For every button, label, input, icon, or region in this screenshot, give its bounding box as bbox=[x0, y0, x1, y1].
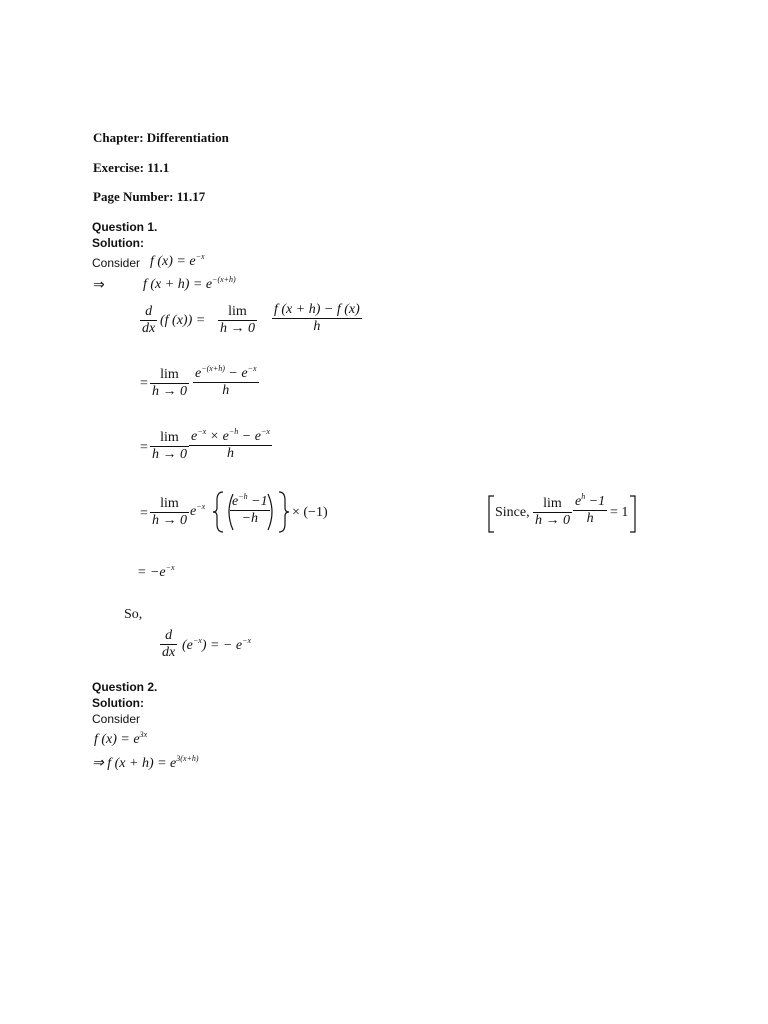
times-neg-one: × (−1) bbox=[292, 505, 328, 520]
equals-4: = bbox=[140, 506, 148, 521]
q2-fx-definition: f $(x) = e^{3x}$ bbox=[94, 730, 148, 747]
since-equals-one: = 1 bbox=[610, 505, 629, 520]
q2-fxh-definition: ⇒ f $(x + h) = e^{3(x+h)}$ bbox=[92, 754, 199, 771]
step3-fraction: $\frac{e^{-x} \times e^{-h} - e^{-x}}{h}$ bbox=[191, 427, 270, 461]
since-label: Since, bbox=[495, 505, 530, 520]
lim-h-to-0-1: $\frac{\lim}{h \to 0}$ bbox=[220, 304, 255, 336]
ddx-fx: (f (x)) = bbox=[160, 313, 206, 328]
right-square-bracket bbox=[628, 494, 638, 534]
since-fraction: $\frac{e^h -1}{h}$ bbox=[575, 492, 606, 526]
q2-consider: Consider bbox=[92, 712, 141, 726]
lim-h-to-0-2: $\frac{\lim}{h \to 0}$ bbox=[152, 367, 187, 399]
q1-consider: Consider bbox=[92, 256, 141, 270]
exercise-heading: Exercise: 11.1 bbox=[93, 160, 170, 175]
result-line: = $-e^{-x}$ bbox=[137, 563, 175, 580]
page-number-heading: Page Number: 11.17 bbox=[93, 189, 206, 204]
right-curly-brace bbox=[275, 490, 291, 534]
chapter-heading: Chapter: Differentiation bbox=[93, 130, 229, 145]
q1-question-label: Question 1. bbox=[92, 220, 158, 234]
lim-h-to-0-3: $\frac{\lim}{h \to 0}$ bbox=[152, 430, 187, 462]
q2-solution-label: Solution: bbox=[92, 696, 144, 710]
final-result: $(e^{-x})$ = − $e^{-x}$ bbox=[182, 636, 252, 653]
lim-h-to-0-since: $\frac{\lim}{h \to 0}$ bbox=[535, 496, 570, 528]
step4-inner-fraction: $\frac{e^{-h} -1}{-h}$ bbox=[232, 492, 268, 526]
ddx-fraction: $\frac{d}{dx}$ bbox=[142, 304, 156, 336]
step4-e-neg-x: $e^{-x}$ bbox=[190, 502, 206, 519]
step2-fraction: $\frac{e^{-(x+h)} - e^{-x}}{h}$ bbox=[195, 364, 257, 398]
lim-h-to-0-4: $\frac{\lim}{h \to 0}$ bbox=[152, 496, 187, 528]
equals-2: = bbox=[140, 376, 148, 391]
implies-symbol: ⇒ bbox=[93, 278, 105, 293]
final-ddx-fraction: $\frac{d}{dx}$ bbox=[162, 628, 176, 660]
q1-fx-definition: f $(x) = e^{-x}$ bbox=[150, 252, 205, 269]
q1-fxh-definition: f $(x + h) = e^{-(x+h)}$ bbox=[143, 275, 236, 292]
q2-question-label: Question 2. bbox=[92, 680, 158, 694]
q1-solution-label: Solution: bbox=[92, 236, 144, 250]
difference-quotient: $\frac{f (x + h) - f (x)}{h}$ bbox=[274, 302, 360, 334]
equals-3: = bbox=[140, 440, 148, 455]
so-label: So, bbox=[124, 607, 143, 622]
